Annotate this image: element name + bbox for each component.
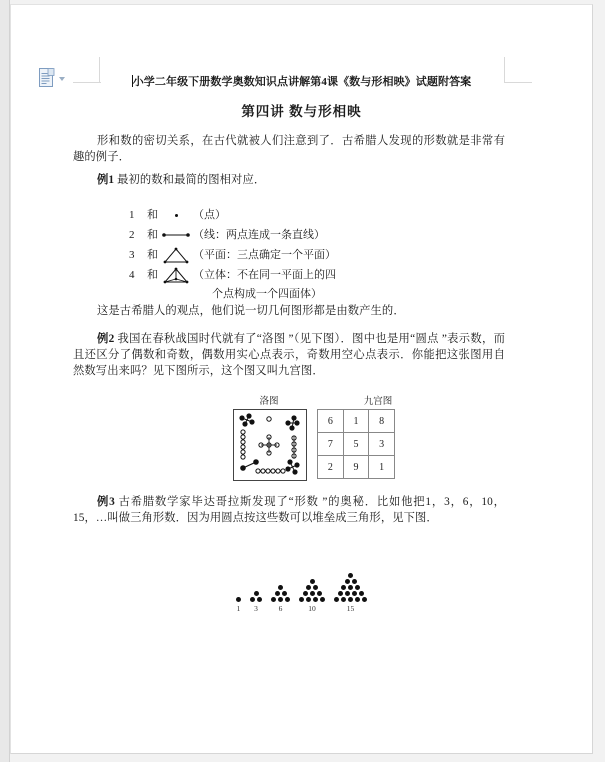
dot bbox=[348, 573, 353, 578]
dot bbox=[310, 579, 315, 584]
magic-cell: 9 bbox=[343, 456, 369, 479]
dot bbox=[362, 597, 367, 602]
dot bbox=[338, 591, 343, 596]
dot-row bbox=[271, 597, 290, 602]
dot-row bbox=[275, 591, 287, 596]
magic-cell: 2 bbox=[318, 456, 344, 479]
triangular-number-label: 10 bbox=[308, 604, 316, 613]
point-figure bbox=[161, 206, 191, 224]
triangular-number-item bbox=[299, 579, 325, 613]
dot-row bbox=[341, 585, 360, 590]
dot bbox=[359, 591, 364, 596]
magic-cell: 1 bbox=[343, 410, 369, 433]
triangular-number-label: 15 bbox=[346, 604, 355, 613]
list-item bbox=[129, 205, 336, 225]
dot-triangle bbox=[334, 573, 367, 602]
list-item-conjunction: 和 bbox=[147, 249, 158, 261]
table-row bbox=[318, 433, 395, 456]
dot bbox=[313, 597, 318, 602]
magic-square-table bbox=[317, 409, 395, 479]
shape-correspondence-list bbox=[129, 205, 336, 303]
list-item-label: （点） bbox=[193, 209, 226, 221]
dot bbox=[278, 585, 283, 590]
dot-row bbox=[303, 591, 322, 596]
list-item-number: 3 bbox=[129, 249, 135, 261]
dot-row bbox=[299, 597, 325, 602]
page-title: 小学二年级下册数学奥数知识点讲解第4课《数与形相映》试题附答案 bbox=[132, 76, 472, 88]
paragraph-example2 bbox=[73, 331, 505, 379]
dot bbox=[320, 597, 325, 602]
dot bbox=[236, 597, 241, 602]
dot bbox=[348, 597, 353, 602]
magic-cell: 7 bbox=[318, 433, 344, 456]
dot bbox=[306, 597, 311, 602]
list-item bbox=[129, 265, 336, 285]
dot-triangle bbox=[271, 585, 290, 602]
magic-square-label: 九宫图 bbox=[363, 397, 393, 407]
list-item-number: 2 bbox=[129, 229, 135, 241]
paragraph-greek-view: 这是古希腊人的观点，他们说一切几何图形都是由数产生的． bbox=[97, 305, 405, 317]
example1-text: 最初的数和最简的图相对应． bbox=[114, 174, 266, 186]
dot bbox=[299, 597, 304, 602]
dot bbox=[317, 591, 322, 596]
example2-text: 我国在春秋战国时代就有了“洛图 ”（见下图）．图中也是用“圆点 ”表示数，而且还区分了偶数和奇数，偶数用实心点表示，奇数用空心点表示．你能把这张图用自然数写出来吗？见下图所示，这个图又叫九宫图． bbox=[73, 333, 505, 377]
document-body bbox=[11, 5, 592, 753]
magic-cell: 6 bbox=[318, 410, 344, 433]
dot bbox=[341, 597, 346, 602]
list-item bbox=[129, 245, 336, 265]
dot bbox=[313, 585, 318, 590]
magic-cell: 3 bbox=[369, 433, 395, 456]
table-row bbox=[318, 410, 395, 433]
example3-text: 古希腊数学家毕达哥拉斯发现了“形数 ”的奥秘．比如他把1，3，6，10，15，…叫做三角形数．因为用圆点按这些数可以堆垒成三角形，见下图． bbox=[73, 496, 505, 524]
paragraph-intro: 形和数的密切关系，在古代就被人们注意到了．古希腊人发现的形数就是非常有趣的例子． bbox=[73, 135, 505, 163]
paragraph-example1 bbox=[73, 172, 505, 188]
triangular-number-label: 1 bbox=[236, 604, 241, 613]
magic-cell: 1 bbox=[369, 456, 395, 479]
dot bbox=[355, 597, 360, 602]
list-item-label: （平面：三点确定一个平面） bbox=[193, 249, 336, 261]
triangular-number-item bbox=[334, 573, 367, 613]
triangular-number-item bbox=[250, 591, 262, 613]
triangular-number-item bbox=[236, 597, 241, 613]
dot-row bbox=[310, 579, 315, 584]
dot bbox=[254, 591, 259, 596]
dot bbox=[334, 597, 339, 602]
dot bbox=[303, 591, 308, 596]
list-item-number: 1 bbox=[129, 209, 135, 221]
dot bbox=[285, 597, 290, 602]
example3-label: 例3 bbox=[97, 496, 115, 508]
example1-label: 例1 bbox=[97, 174, 115, 186]
list-item-number: 4 bbox=[129, 269, 135, 281]
dot bbox=[306, 585, 311, 590]
document-heading: 第四讲 数与形相映 bbox=[241, 104, 362, 119]
triangular-numbers-row bbox=[236, 573, 367, 613]
line-segment-figure bbox=[161, 226, 191, 244]
dot bbox=[341, 585, 346, 590]
list-item-continuation: 个点构成一个四面体） bbox=[212, 288, 322, 300]
tetrahedron-figure bbox=[161, 266, 191, 284]
figure-labels bbox=[233, 393, 417, 407]
dot bbox=[282, 591, 287, 596]
list-item bbox=[129, 225, 336, 245]
dot-row bbox=[278, 585, 283, 590]
triangular-number-label: 6 bbox=[278, 604, 283, 613]
example2-label: 例2 bbox=[97, 333, 115, 345]
document-page bbox=[10, 4, 593, 754]
dot-triangle bbox=[250, 591, 262, 602]
dot bbox=[278, 597, 283, 602]
dot-triangle bbox=[299, 579, 325, 602]
table-row bbox=[318, 456, 395, 479]
list-item-label: （立体：不在同一平面上的四 bbox=[193, 269, 336, 281]
dot-row bbox=[338, 591, 364, 596]
dot bbox=[310, 591, 315, 596]
dot bbox=[352, 579, 357, 584]
paragraph-example3 bbox=[73, 494, 505, 526]
dot-row bbox=[236, 597, 241, 602]
triangle-figure bbox=[161, 246, 191, 264]
dot-row bbox=[345, 579, 357, 584]
triangular-number-item bbox=[271, 585, 290, 613]
luoshu-label: 洛图 bbox=[259, 397, 279, 407]
figure-boxes bbox=[233, 409, 417, 481]
list-item-conjunction: 和 bbox=[147, 229, 158, 241]
triangular-number-label: 3 bbox=[254, 604, 258, 613]
dot-row bbox=[348, 573, 353, 578]
luoshu-diagram bbox=[233, 409, 307, 481]
dot bbox=[355, 585, 360, 590]
magic-cell: 5 bbox=[343, 433, 369, 456]
dot bbox=[271, 597, 276, 602]
dot bbox=[345, 591, 350, 596]
dot bbox=[352, 591, 357, 596]
dot bbox=[257, 597, 262, 602]
dot-row bbox=[334, 597, 367, 602]
magic-cell: 8 bbox=[369, 410, 395, 433]
dot-triangle bbox=[236, 597, 241, 602]
left-gutter bbox=[0, 0, 10, 762]
dot bbox=[345, 579, 350, 584]
dot bbox=[250, 597, 255, 602]
list-item-label: （线：两点连成一条直线） bbox=[193, 229, 325, 241]
document-title-line[interactable] bbox=[11, 73, 592, 89]
dot-row bbox=[250, 597, 262, 602]
list-item-conjunction: 和 bbox=[147, 209, 158, 221]
dot bbox=[348, 585, 353, 590]
luoshu-figure-group bbox=[233, 393, 417, 481]
triangular-numbers-figure bbox=[236, 573, 367, 613]
dot bbox=[275, 591, 280, 596]
list-item-conjunction: 和 bbox=[147, 269, 158, 281]
dot-row bbox=[306, 585, 318, 590]
dot-row bbox=[254, 591, 259, 596]
